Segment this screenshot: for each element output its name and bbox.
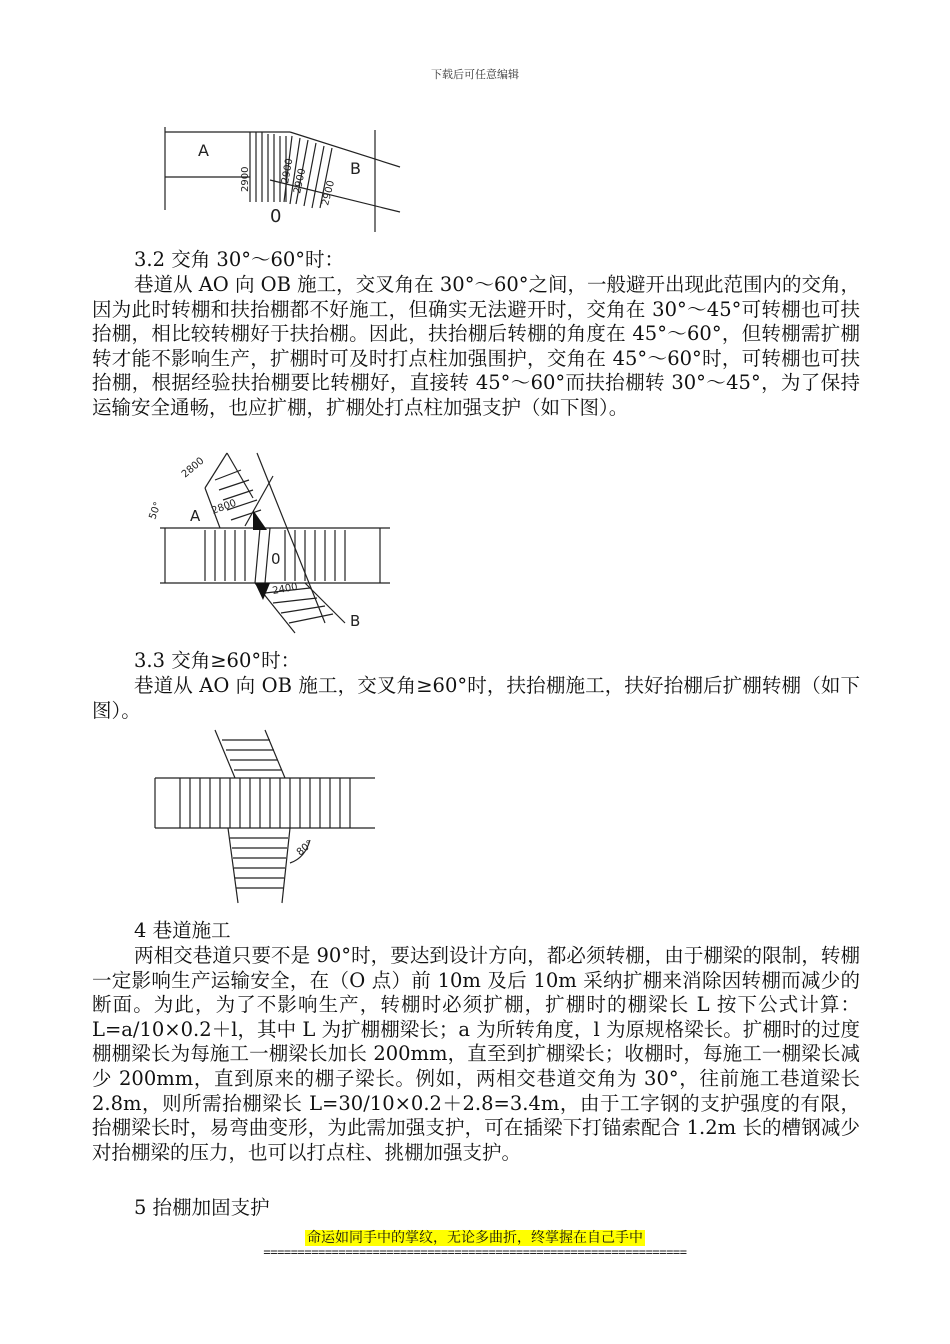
figure-2-label-b: B bbox=[350, 612, 361, 630]
figure-2-dim-1: 2800 bbox=[179, 455, 207, 481]
figure-1-dim-3: 2900 bbox=[292, 167, 309, 195]
figure-3-diagram bbox=[150, 728, 390, 908]
section-3-3-paragraph: 巷道从 AO 向 OB 施工，交叉角≥60°时，扶抬棚施工，扶好抬棚后扩棚转棚（如下图）。 bbox=[92, 674, 860, 722]
figure-1-dim-2: 2900 bbox=[280, 157, 296, 185]
page-header: 下载后可任意编辑 bbox=[431, 68, 519, 81]
section-4-heading: 4 巷道施工 bbox=[134, 919, 231, 942]
figure-1-label-o: 0 bbox=[270, 206, 282, 227]
section-3-2-heading: 3.2 交角 30°～60°时： bbox=[134, 248, 345, 271]
figure-1-dim-1: 2900 bbox=[240, 166, 251, 192]
figure-1-label-a: A bbox=[198, 141, 209, 160]
section-3-2-paragraph: 巷道从 AO 向 OB 施工，交叉角在 30°～60°之间，一般避开出现此范围内的交角，因为此时转棚和扶抬棚都不好施工，但确实无法避开时，交角在 30°～45°可转棚也可扶抬棚，相比较转棚好于扶抬棚。因此，扶抬棚后转棚的角度在 45°～60°，但转棚需扩棚转才能不影响生产，扩棚时可及时打点柱加强围护，交角在 45°～60°时，可转棚也可扶抬棚，根据经验扶抬棚要比转棚好，直接转 45°～60°而扶抬棚转 30°～45°，为了保持运输安全通畅，也应扩棚，扩棚处打点柱加强支护（如下图）。 bbox=[92, 273, 861, 419]
figure-2-label-o: 0 bbox=[271, 550, 281, 568]
figure-1-label-b: B bbox=[350, 159, 361, 178]
section-4-paragraph: 两相交巷道只要不是 90°时，要达到设计方向，都必须转棚，由于棚梁的限制，转棚一定影响生产运输安全，在（O 点）前 10m 及后 10m 采纳扩棚来消除因转棚而减少的断面。为此，为了不影响生产，转棚时必须扩棚，扩棚时的棚梁长 L 按下公式计算：L=a/10×0.2＋l，其中 L 为扩棚棚梁长；a 为所转角度，l 为原规格梁长。扩棚时的过度棚棚梁长为每施工一棚梁长加长 200mm，直至到扩棚梁长；收棚时，每施工一棚梁长减少 200mm，直到原来的棚子梁长。例如，两相交巷道交角为 30°，往前施工巷道梁长 2.8m，则所需抬棚梁长 L=30/10×0.2＋2.8=3.4m，由于工字钢的支护强度的有限，抬棚梁长时，易弯曲变形，为此需加强支护，可在插梁下打锚索配合 1.2m 长的槽钢减少对抬棚梁的压力，也可以打点柱、挑棚加强支护。 bbox=[92, 944, 860, 1164]
section-3-3-heading: 3.3 交角≥60°时： bbox=[134, 649, 301, 672]
figure-2-label-a: A bbox=[190, 507, 201, 525]
figure-1-diagram bbox=[160, 122, 410, 237]
footer-rule: ============================================================== bbox=[263, 1245, 687, 1259]
footer-motto-text: 命运如同手中的掌纹，无论多曲折，终掌握在自己手中 bbox=[307, 1230, 643, 1246]
figure-2-diagram bbox=[145, 448, 395, 638]
figure-2-angle: 50° bbox=[147, 500, 164, 522]
figure-2-dim-3: 2400 bbox=[271, 581, 299, 597]
figure-1-dim-4: 2900 bbox=[320, 179, 338, 207]
footer-motto bbox=[0, 1227, 950, 1247]
figure-2-dim-2: 2800 bbox=[210, 497, 238, 517]
figure-3-angle: 80° bbox=[294, 838, 316, 859]
section-5-heading: 5 抬棚加固支护 bbox=[134, 1196, 270, 1219]
